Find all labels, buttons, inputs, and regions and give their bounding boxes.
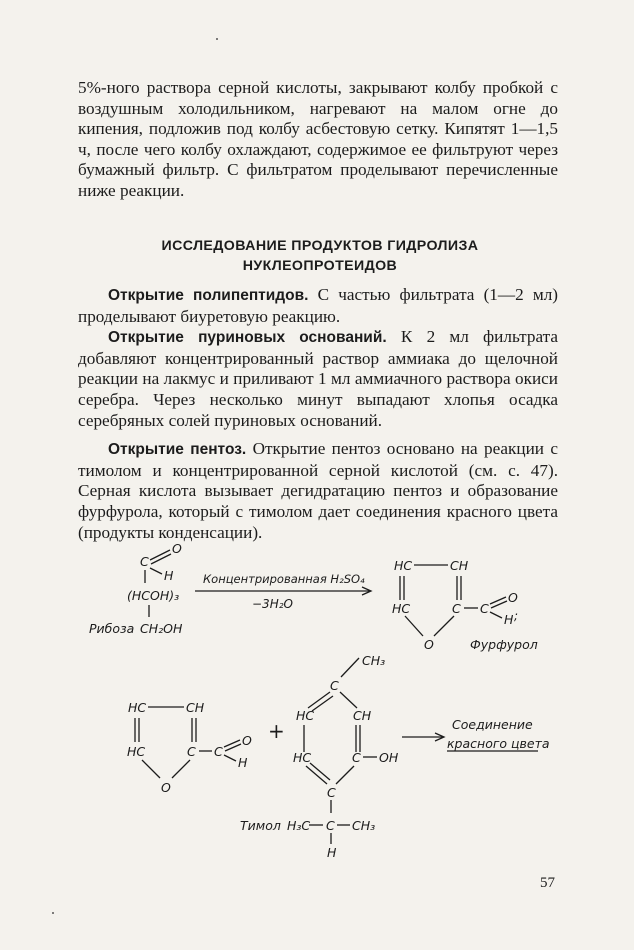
- furan-cho-oxygen: O: [508, 590, 518, 605]
- thymol-bond-bottom-right: [336, 766, 354, 784]
- furan-bond-o-left: [405, 616, 423, 636]
- furan2-cho-oxygen: O: [242, 733, 252, 748]
- furan-ch-top: CH: [450, 558, 469, 573]
- furan-c-bottom: C: [452, 601, 461, 616]
- thymol-ch-right-up: CH: [353, 708, 372, 723]
- furan-cho-hydrogen: H: [504, 612, 514, 627]
- ribose-hydrogen: H: [164, 568, 174, 583]
- plus-sign: +: [268, 719, 285, 743]
- furan-cho-h-bond: [490, 612, 502, 618]
- thymol-oh: OH: [379, 750, 399, 765]
- furan2-c-bottom: C: [187, 744, 196, 759]
- ribose-ch2oh: CH₂OH: [140, 621, 183, 636]
- thymol-bond-top-right: [340, 692, 357, 708]
- purines-title: Открытие пуриновых оснований.: [108, 329, 387, 347]
- product-label-line-2: красного цвета: [447, 736, 550, 751]
- ribose-oxygen: O: [172, 541, 182, 556]
- furan-bond-o-right: [434, 616, 454, 636]
- heading-line-1: ИССЛЕДОВАНИЕ ПРОДУКТОВ ГИДРОЛИЗА: [161, 238, 479, 254]
- polypeptides-title: Открытие полипептидов.: [108, 287, 309, 304]
- polypeptides-text: С частью фильтрата (1—2 мл) проделывают биуретовую реакцию.: [78, 285, 558, 326]
- furan-hc-top: HC: [394, 558, 413, 573]
- furfural-structure-bottom: [127, 700, 252, 795]
- ribose-label: Рибоза: [89, 621, 135, 636]
- purines-text: К 2 мл фильтрата добавляют концентрированный раствор аммиака до щелочной реакции на лакмус и приливают 1 мл аммиачного раствора окиси серебра. Через несколько минут выпадают хлопья осадка серебряных солей пуриновых оснований.: [78, 327, 558, 430]
- furan-oxygen: O: [424, 637, 434, 652]
- thymol-c-oh: C: [352, 750, 361, 765]
- furan-hc-bottom: HC: [392, 601, 411, 616]
- reaction-arrow-1: [195, 572, 371, 611]
- thymol-hc-left-down: HC: [293, 750, 312, 765]
- pentoses-text: Открытие пентоз основано на реакции с тимолом и концентрированной серной кислотой (см. с. 47). Серная кислота вызывает дегидратацию пентоз и образование фурфурола, который с тимолом дает соединения красного цвета (продукты конденсации).: [78, 439, 558, 542]
- ribose-structure: [89, 541, 183, 636]
- thymol-label: Тимол: [240, 818, 281, 833]
- furan-cho-carbon: C: [480, 601, 489, 616]
- furan2-bond-o-right: [172, 760, 190, 778]
- furan2-cho-h-bond: [224, 755, 236, 761]
- water-eliminated: −3H₂O: [252, 597, 293, 611]
- thymol-c-top: C: [330, 678, 339, 693]
- isopropyl-h: H: [327, 845, 337, 860]
- pentoses-title: Открытие пентоз.: [108, 441, 247, 459]
- thymol-c-bottom: C: [327, 785, 336, 800]
- ribose-double-bond-1: [150, 550, 170, 560]
- furan2-cho-hydrogen: H: [238, 755, 248, 770]
- furan2-oxygen: O: [161, 780, 171, 795]
- product-arrow: [402, 717, 550, 751]
- furan2-hc-top: HC: [128, 700, 147, 715]
- heading-line-2: НУКЛЕОПРОТЕИДОВ: [242, 258, 398, 274]
- furfural-structure-top: [392, 558, 538, 652]
- ribose-aldehyde-carbon: C: [140, 554, 149, 569]
- ribose-double-bond-2: [151, 554, 171, 564]
- furan2-bond-o-left: [142, 760, 160, 778]
- furan2-cho-carbon: C: [214, 744, 223, 759]
- thymol-structure: [240, 653, 399, 860]
- separator-semicolon: ;: [514, 609, 519, 623]
- furfural-label: Фурфурол: [470, 637, 538, 652]
- reagent-label: Концентрированная H₂SO₄: [203, 572, 365, 586]
- ribose-chain: (HCOH)₃: [127, 588, 180, 603]
- ribose-h-bond: [150, 568, 162, 574]
- furan2-ch-top: CH: [186, 700, 205, 715]
- isopropyl-ch3: CH₃: [352, 818, 376, 833]
- furan2-hc-bottom: HC: [127, 744, 146, 759]
- isopropyl-h3c: H₃C: [287, 818, 311, 833]
- thymol-ch3-top: CH₃: [362, 653, 386, 668]
- product-label-line-1: Соединение: [452, 717, 533, 732]
- isopropyl-c: C: [326, 818, 335, 833]
- intro-paragraph: 5%-ного раствора серной кислоты, закрывают колбу пробкой с воздушным холодильником, нагревают на малом огне до кипения, подложив под колбу асбестовую сетку. Кипятят 1—1,5 ч, после чего колбу охлаждают, содержимое ее фильтруют через бумажный фильтр. С фильтратом проделывают перечисленные ниже реакции.: [78, 78, 558, 200]
- thymol-bond-ch3: [341, 658, 359, 677]
- thymol-hc-left-up: HC: [296, 708, 315, 723]
- page-number: 57: [540, 875, 555, 891]
